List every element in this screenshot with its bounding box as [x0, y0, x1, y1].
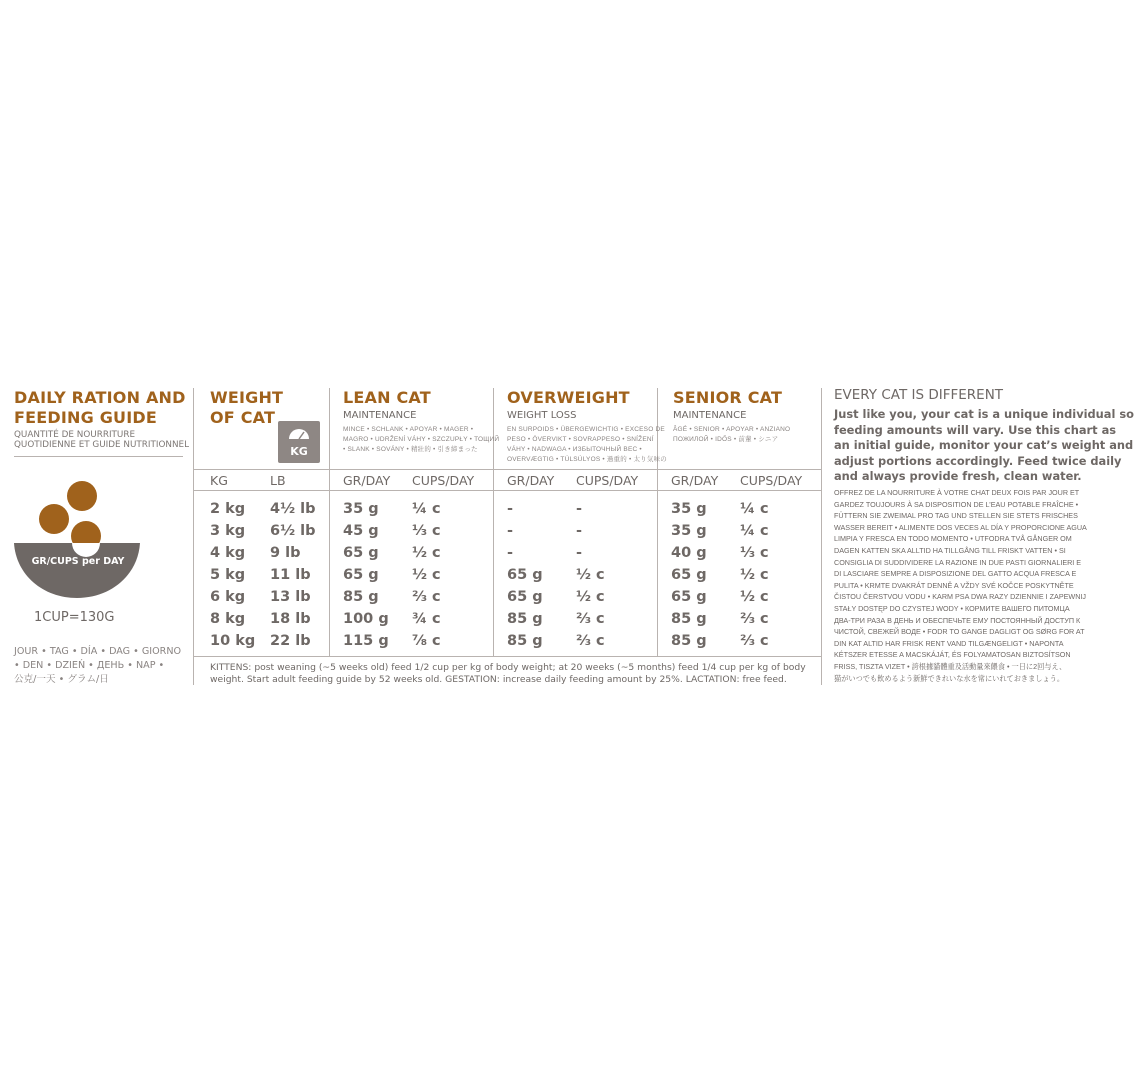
lb-cell: 11 lb: [270, 567, 311, 583]
lean-gr-cell: 65 g: [343, 567, 379, 583]
kg-cell: 4 kg: [210, 545, 246, 561]
lb-cell: 9 lb: [270, 545, 301, 561]
guide-subtitle-line2: QUOTIDIENNE ET GUIDE NUTRITIONNEL: [14, 440, 190, 450]
lean-title: LEAN CAT: [343, 388, 431, 407]
senior-gr-cell: 65 g: [671, 589, 707, 605]
translation-line: DIN KAT ALTID HAR FRISK RENT VAND TILGÆNGELIGT • NAPONTA: [834, 638, 1064, 648]
translation-line: CONSIGLIA DI SUDDIVIDERE LA RAZIONE IN DUE PASTI GIORNALIERI E: [834, 557, 1082, 567]
translation-line: OFFREZ DE LA NOURRITURE À VOTRE CHAT DEUX FOIS PAR JOUR ET: [834, 488, 1080, 497]
overweight-gr-cell: -: [507, 545, 514, 561]
overweight-gr-cell: 85 g: [507, 611, 543, 627]
translation-line: KÉTSZER ETESSE A MACSKÁJÁT, ÉS FOLYAMATOSAN BIZTOSÍTSON: [834, 650, 1071, 660]
day-translations: [14, 645, 181, 687]
lean-cups-cell: ⅓ c: [412, 523, 441, 539]
overweight-cups-cell: -: [576, 501, 583, 517]
bowl-label: GR/CUPS per DAY: [31, 556, 125, 567]
day-line2: • DEN • DZIEŃ • ДЕНЬ • NAP •: [14, 660, 165, 671]
senior-cups-cell: ⅔ c: [740, 611, 769, 627]
senior-title: SENIOR CAT: [673, 388, 783, 407]
every-cat-title: EVERY CAT IS DIFFERENT: [834, 387, 1004, 403]
overweight-translation-line: EN SURPOIDS • ÜBERGEWICHTIG • EXCESO DE: [507, 426, 665, 433]
guide-title-line1: DAILY RATION AND: [14, 388, 186, 407]
scale-label: KG: [290, 445, 308, 458]
lean-cups-cell: ½ c: [412, 567, 441, 583]
every-cat-translations: [834, 487, 1087, 684]
column-header-overweight-gr: GR/DAY: [507, 473, 555, 488]
senior-translation-line: ÂGÉ • SENIOR • APOYAR • ANZIANO: [673, 426, 791, 433]
overweight-translations: [507, 425, 667, 465]
lb-cell: 6½ lb: [270, 523, 316, 539]
guide-subtitle: [14, 430, 189, 450]
overweight-gr-cell: 65 g: [507, 589, 543, 605]
lb-cell: 13 lb: [270, 589, 311, 605]
overweight-gr-cell: -: [507, 501, 514, 517]
weight-title: [210, 388, 283, 428]
overweight-gr-cell: 85 g: [507, 633, 543, 649]
translation-line: STAŁY DOSTĘP DO CZYSTEJ WODY • КОРМИТЕ ВАШЕГО ПИТОМЦА: [834, 603, 1070, 613]
lean-gr-cell: 45 g: [343, 523, 379, 539]
guide-title: [14, 388, 186, 428]
senior-gr-cell: 65 g: [671, 567, 707, 583]
scale-icon: [278, 421, 320, 463]
overweight-subtitle: WEIGHT LOSS: [507, 410, 577, 421]
lean-cups-cell: ¼ c: [412, 501, 441, 517]
lean-gr-cell: 85 g: [343, 589, 379, 605]
lean-translation-line: • SLANK • SOVÁNY • 精壯的 • 引き締まった: [343, 446, 478, 453]
column-header-overweight-cups: CUPS/DAY: [576, 473, 639, 488]
translation-line: DAGEN KATTEN SKA ALLTID HA TILLGÅNG TILL FRISKT VATTEN • SI: [834, 545, 1066, 555]
footnote-line1: KITTENS: post weaning (~5 weeks old) feed 1/2 cup per kg of body weight; at 20 weeks (~5 months) feed 1/4 cup per kg of body: [210, 662, 806, 673]
lean-cups-cell: ⅞ c: [412, 633, 441, 649]
cup-conversion: 1CUP=130G: [34, 610, 115, 625]
kg-cell: 8 kg: [210, 611, 246, 627]
feeding-footnote: [210, 662, 810, 686]
left-divider: [14, 456, 183, 457]
lean-subtitle: MAINTENANCE: [343, 410, 417, 421]
senior-translation-line: ПОЖИЛОЙ • IDŐS • 前輩 • シニア: [673, 436, 779, 443]
guide-title-line2: FEEDING GUIDE: [14, 408, 158, 427]
lean-translations: [343, 425, 499, 455]
lean-gr-cell: 100 g: [343, 611, 389, 627]
weight-title-line2: OF CAT: [210, 408, 276, 427]
kg-cell: 2 kg: [210, 501, 246, 517]
senior-cups-cell: ½ c: [740, 567, 769, 583]
senior-cups-cell: ⅔ c: [740, 633, 769, 649]
translation-line: GARDEZ TOUJOURS À SA DISPOSITION DE L’EAU POTABLE FRAÎCHE •: [834, 499, 1079, 509]
body-line: and always provide fresh, clean water.: [834, 469, 1082, 484]
overweight-cups-cell: ⅔ c: [576, 633, 605, 649]
day-line1: JOUR • TAG • DÍA • DAG • GIORNO: [14, 646, 182, 657]
divider-weight-lean: [329, 388, 330, 656]
senior-gr-cell: 85 g: [671, 611, 707, 627]
weight-title-line1: WEIGHT: [210, 388, 284, 407]
senior-translations: [673, 425, 790, 445]
lb-cell: 22 lb: [270, 633, 311, 649]
overweight-gr-cell: 65 g: [507, 567, 543, 583]
translation-line: WASSER BEREIT • ALIMENTE DOS VECES AL DÍA Y PROPORCIONE AGUA: [834, 522, 1087, 532]
table-right-border: [821, 388, 822, 685]
translation-line: ДВА-ТРИ РАЗА В ДЕНЬ И ОБЕСПЕЧЬТЕ ЕМУ ПОСТОЯННЫЙ ДОСТУП К: [834, 615, 1081, 625]
kg-cell: 3 kg: [210, 523, 246, 539]
overweight-translation-line: VÁHY • NADWAGA • ИЗБЫТОЧНЫЙ ВЕС •: [507, 446, 642, 453]
table-left-border: [193, 388, 194, 685]
footer-rule: [193, 656, 821, 657]
overweight-cups-cell: -: [576, 523, 583, 539]
column-header-rule: [193, 490, 821, 491]
overweight-gr-cell: -: [507, 523, 514, 539]
senior-gr-cell: 35 g: [671, 501, 707, 517]
lean-gr-cell: 35 g: [343, 501, 379, 517]
overweight-translation-line: OVERVÆGTIG • TÚLSÚLYOS • 過重的 • 太り気味の: [507, 456, 667, 463]
body-line: adjust portions accordingly. Feed twice daily: [834, 453, 1122, 468]
senior-subtitle: MAINTENANCE: [673, 410, 747, 421]
body-line: feeding amounts will vary. Use this chart as: [834, 422, 1117, 437]
footnote-line2: weight. Start adult feeding guide by 52 weeks old. GESTATION: increase daily feeding amount by 25%. LACTATION: free feed.: [210, 674, 787, 685]
lb-cell: 4½ lb: [270, 501, 316, 517]
lean-cups-cell: ⅔ c: [412, 589, 441, 605]
every-cat-body: [834, 407, 1134, 485]
overweight-translation-line: PESO • ÖVERVIKT • SOVRAPPESO • SNÍŽENÍ: [507, 436, 654, 443]
lean-translation-line: MINCE • SCHLANK • APOYAR • MAGER •: [343, 426, 474, 433]
lean-cups-cell: ¾ c: [412, 611, 441, 627]
overweight-cups-cell: ½ c: [576, 589, 605, 605]
guide-subtitle-line1: QUANTITÉ DE NOURRITURE: [14, 430, 136, 440]
column-header-senior-cups: CUPS/DAY: [740, 473, 803, 488]
day-line3: 公克/一天 • グラム/日: [14, 674, 109, 685]
column-header-lean-cups: CUPS/DAY: [412, 473, 475, 488]
column-header-senior-gr: GR/DAY: [671, 473, 719, 488]
translation-line: FÜTTERN SIE ZWEIMAL PRO TAG UND STELLEN SIE STETS FRISCHES: [834, 511, 1078, 521]
senior-cups-cell: ¼ c: [740, 501, 769, 517]
lean-cups-cell: ½ c: [412, 545, 441, 561]
body-line: Just like you, your cat is a unique individual so: [834, 407, 1134, 421]
lean-gr-cell: 115 g: [343, 633, 389, 649]
overweight-cups-cell: -: [576, 545, 583, 561]
translation-line: DI LASCIARE SEMPRE A DISPOSIZIONE DEL GATTO ACQUA FRESCA E: [834, 569, 1077, 579]
translation-line: 猫がいつでも飲めるよう新鮮できれいな水を常にいれておきましょう。: [834, 673, 1065, 683]
column-header-lb: LB: [270, 473, 286, 488]
senior-cups-cell: ⅓ c: [740, 545, 769, 561]
body-line: an initial guide, monitor your cat’s weight and: [834, 438, 1134, 453]
translation-line: ЧИСТОЙ, СВЕЖЕЙ ВОДЕ • FODR TO GANGE DAGLIGT OG SØRG FOR AT: [834, 627, 1085, 637]
senior-cups-cell: ¼ c: [740, 523, 769, 539]
senior-gr-cell: 85 g: [671, 633, 707, 649]
column-header-kg: KG: [210, 473, 228, 488]
feeding-bowl-icon: [12, 478, 142, 603]
senior-cups-cell: ½ c: [740, 589, 769, 605]
translation-line: ČISTOU ČERSTVOU VODU • KARM PSA DWA RAZY DZIENNIE I ZAPEWNIJ: [834, 592, 1086, 602]
column-header-lean-gr: GR/DAY: [343, 473, 391, 488]
senior-gr-cell: 40 g: [671, 545, 707, 561]
lean-translation-line: MAGRO • UDRŽENÍ VÁHY • SZCZUPŁY • ТОЩИЙ: [343, 436, 500, 443]
overweight-title: OVERWEIGHT: [507, 388, 630, 407]
translation-line: FRISS, TISZTA VIZET • 誇根據貓體重及活動量來餵食 • 一日に2回与え、: [834, 661, 1067, 671]
kg-cell: 10 kg: [210, 633, 256, 649]
overweight-cups-cell: ½ c: [576, 567, 605, 583]
header-rule: [193, 469, 821, 470]
lb-cell: 18 lb: [270, 611, 311, 627]
translation-line: PULITA • KRMTE DVAKRÁT DENNĚ A VŽDY SVÉ KOČCE POSKYTNĚTE: [834, 580, 1074, 590]
overweight-cups-cell: ⅔ c: [576, 611, 605, 627]
senior-gr-cell: 35 g: [671, 523, 707, 539]
translation-line: LIMPIA Y FRESCA EN TODO MOMENTO • UTFODRA TVÅ GÅNGER OM: [834, 534, 1072, 544]
lean-gr-cell: 65 g: [343, 545, 379, 561]
kg-cell: 6 kg: [210, 589, 246, 605]
kg-cell: 5 kg: [210, 567, 246, 583]
